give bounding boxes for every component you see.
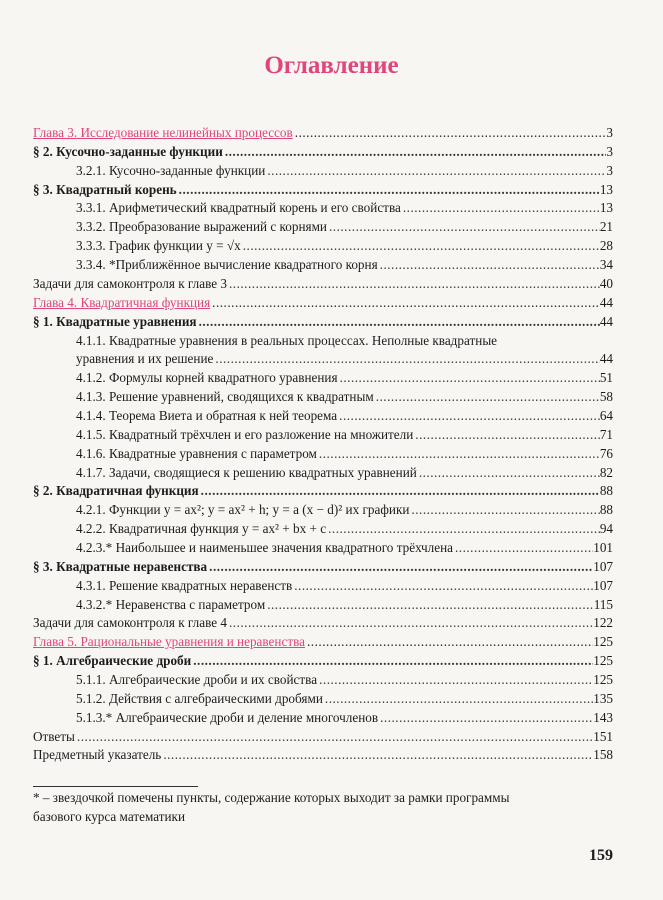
toc-entry-label: 4.3.2.* Неравенства с параметром (76, 596, 266, 612)
toc-entry-label: Ответы (33, 728, 75, 744)
toc-entry-page: 76 (599, 445, 613, 461)
toc-entry-page: 94 (599, 521, 613, 537)
toc-leader-dots (401, 198, 600, 217)
toc-entry-label: 4.1.2. Формулы корней квадратного уравнения (76, 370, 338, 386)
toc-entry-page: 3 (606, 143, 613, 159)
toc-leader-dots (191, 651, 593, 670)
toc-entry-label: Предметный указатель (33, 747, 162, 763)
toc-entry-plain (33, 274, 613, 293)
toc-leader-dots (417, 463, 600, 482)
toc-entry-label: § 1. Квадратные уравнения (33, 313, 197, 329)
page-title: Оглавление (264, 52, 399, 79)
toc-entry-page: 151 (593, 728, 613, 744)
toc-entry-plain (33, 613, 613, 632)
toc-entry-sub (76, 349, 613, 368)
toc-leader-dots (161, 745, 593, 764)
toc-entry-label: 4.1.6. Квадратные уравнения с параметром (76, 445, 317, 461)
toc-leader-dots (241, 236, 600, 255)
toc-entry-page: 135 (593, 690, 613, 706)
toc-entry-label: 4.2.3.* Наибольшее и наименьшее значения квадратного трёхчлена (76, 539, 453, 555)
toc-entry-label: 4.1.4. Теорема Виета и обратная к ней теорема (76, 407, 338, 423)
toc-entry-label: 3.3.4. *Приближённое вычисление квадратного корня (76, 257, 378, 272)
toc-leader-dots (199, 481, 600, 500)
toc-entry-sub (76, 161, 613, 180)
toc-entry-label: 5.1.1. Алгебраические дроби и их свойства (76, 671, 318, 687)
toc-entry-sub (76, 463, 613, 482)
toc-entry-label: 5.1.3.* Алгебраические дроби и деление многочленов (76, 709, 379, 725)
toc-entry-sub (76, 538, 613, 557)
toc-entry-page: 44 (599, 294, 613, 310)
toc-entry-plain (33, 727, 613, 746)
toc-leader-dots (265, 595, 594, 614)
toc-entry-label: 4.2.2. Квадратичная функция y = ax² + bx + c (76, 521, 327, 537)
toc-entry-sub (76, 255, 613, 274)
toc-entry-label: Задачи для самоконтроля к главе 3 (33, 275, 227, 291)
toc-entry-label: 4.1.7. Задачи, сводящиеся к решению квадратных уравнений (76, 464, 417, 480)
toc-entry-page: 122 (593, 615, 613, 631)
toc-entry-section (33, 180, 613, 199)
toc-entry-sub (76, 217, 613, 236)
toc-entry-page: 3 (606, 162, 613, 178)
toc-leader-dots (327, 217, 600, 236)
toc-entry-label: § 3. Квадратные неравенства (33, 558, 208, 574)
toc-entry-page: 107 (593, 577, 613, 593)
toc-leader-dots (265, 161, 606, 180)
toc-entry-page: 44 (599, 351, 613, 367)
toc-leader-dots (338, 368, 600, 387)
page-number: 159 (589, 847, 613, 864)
toc-entry-page: 13 (599, 181, 613, 197)
toc-entry-chapter (33, 293, 613, 312)
toc-entry-sub (76, 236, 613, 255)
toc-entry-page: 143 (593, 709, 613, 725)
toc-entry-section (33, 557, 613, 576)
toc-entry-sub (76, 689, 613, 708)
toc-entry-label: § 2. Квадратичная функция (33, 483, 199, 499)
toc-entry-sub (76, 198, 613, 217)
toc-entry-sub (76, 595, 613, 614)
toc-leader-dots (177, 180, 600, 199)
toc-leader-dots (210, 293, 600, 312)
toc-entry-label: § 2. Кусочно-заданные функции (33, 143, 223, 159)
toc-entry-label: § 1. Алгебраические дроби (33, 653, 192, 669)
toc-entry-chapter (33, 123, 613, 142)
toc-entry-label: § 3. Квадратный корень (33, 181, 177, 197)
toc-entry-label: Глава 5. Рациональные уравнения и неравенства (33, 634, 305, 650)
toc-leader-dots (227, 613, 593, 632)
toc-entry-label: 4.1.1. Квадратные уравнения в реальных процессах. Неполные квадратные (76, 332, 498, 348)
footnote (33, 788, 613, 826)
toc-entry-page: 115 (593, 596, 613, 612)
toc-entry-sub (76, 670, 613, 689)
toc-entry-page: 21 (599, 219, 613, 235)
toc-leader-dots (292, 576, 593, 595)
toc-entry-sub (76, 519, 613, 538)
toc-entry-section (33, 651, 613, 670)
toc-entry-label: Задачи для самоконтроля к главе 4 (33, 615, 227, 631)
toc-leader-dots (378, 255, 600, 274)
toc-entry-page: 107 (593, 558, 613, 574)
toc-leader-dots (317, 444, 600, 463)
toc-entry-page: 13 (599, 200, 613, 216)
toc-entry-label: 3.3.2. Преобразование выражений с корнями (76, 219, 327, 235)
toc-entry-page: 28 (599, 238, 613, 254)
toc-entry-page: 125 (593, 653, 613, 669)
toc-entry-section (33, 142, 613, 161)
toc-entry-page: 3 (606, 125, 613, 140)
toc-entry-page: 101 (593, 539, 613, 555)
toc-leader-dots (337, 406, 600, 425)
toc-entry-page: 64 (599, 407, 613, 423)
toc-entry-page: 71 (599, 426, 613, 442)
toc-entry-label: Глава 4. Квадратичная функция (33, 294, 211, 310)
toc-entry-label: 4.3.1. Решение квадратных неравенств (76, 577, 293, 593)
toc-entry-sub (76, 500, 613, 519)
toc-entry-label: 4.1.5. Квадратный трёхчлен и его разложение на множители (76, 426, 414, 442)
toc-entry-sub (76, 425, 613, 444)
toc-leader-dots (323, 689, 593, 708)
toc-leader-dots (409, 500, 599, 519)
toc-entry-label: 3.3.3. График функции y = √x (76, 238, 241, 254)
toc-leader-dots (75, 727, 593, 746)
toc-entry-page: 51 (599, 370, 613, 386)
toc-leader-dots (207, 557, 593, 576)
toc-entry-sub (76, 368, 613, 387)
toc-entry-page: 40 (599, 275, 613, 291)
toc-leader-dots (413, 425, 600, 444)
toc-entry-sub (76, 576, 613, 595)
toc-entry-page: 88 (599, 483, 613, 499)
toc-entry-page: 158 (593, 747, 613, 763)
toc-entry-section (33, 312, 613, 331)
toc-leader-dots (326, 519, 600, 538)
footnote-line: * – звездочкой помечены пункты, содержание которых выходит за рамки программы (33, 790, 510, 805)
toc-entry-sub-cont (76, 331, 613, 350)
toc-leader-dots (453, 538, 593, 557)
toc-entry-chapter (33, 632, 613, 651)
toc-leader-dots (213, 349, 599, 368)
toc-entry-label: 3.2.1. Кусочно-заданные функции (76, 162, 266, 178)
toc-entry-page: 125 (593, 671, 613, 687)
toc-entry-sub (76, 406, 613, 425)
toc-entry-label: уравнения и их решение (76, 351, 214, 367)
toc-leader-dots (378, 708, 593, 727)
toc-entry-label: 3.3.1. Арифметический квадратный корень и его свойства (76, 200, 401, 216)
toc-entry-page: 44 (599, 313, 613, 329)
toc-leader-dots (223, 142, 607, 161)
toc-entry-label: 5.1.2. Действия с алгебраическими дробями (76, 690, 323, 706)
toc-entry-page: 58 (599, 389, 613, 404)
toc-leader-dots (305, 632, 593, 651)
footnote-line: базового курса математики (33, 809, 185, 824)
toc-entry-page: 82 (599, 464, 613, 480)
toc-entry-label: 4.2.1. Функции y = ax²; y = ax² + h; y = a (x − d)² их графики (76, 502, 410, 518)
toc-entry-plain (33, 745, 613, 764)
toc-leader-dots (227, 274, 600, 293)
toc-entry-sub (76, 387, 613, 406)
toc-entry-page: 34 (599, 257, 613, 272)
toc-entry-sub (76, 444, 613, 463)
toc-entry-page: 88 (599, 502, 613, 518)
toc-entry-section (33, 481, 613, 500)
toc-entry-sub (76, 708, 613, 727)
toc-leader-dots (374, 387, 600, 406)
toc-entry-label: Глава 3. Исследование нелинейных процессов (33, 125, 293, 140)
toc-entry-page: 125 (593, 634, 613, 650)
toc-leader-dots (317, 670, 593, 689)
toc-entry-label: 4.1.3. Решение уравнений, сводящихся к квадратным (76, 389, 374, 404)
toc-leader-dots (197, 312, 600, 331)
footnote-divider (33, 786, 198, 787)
toc-leader-dots (293, 123, 607, 142)
